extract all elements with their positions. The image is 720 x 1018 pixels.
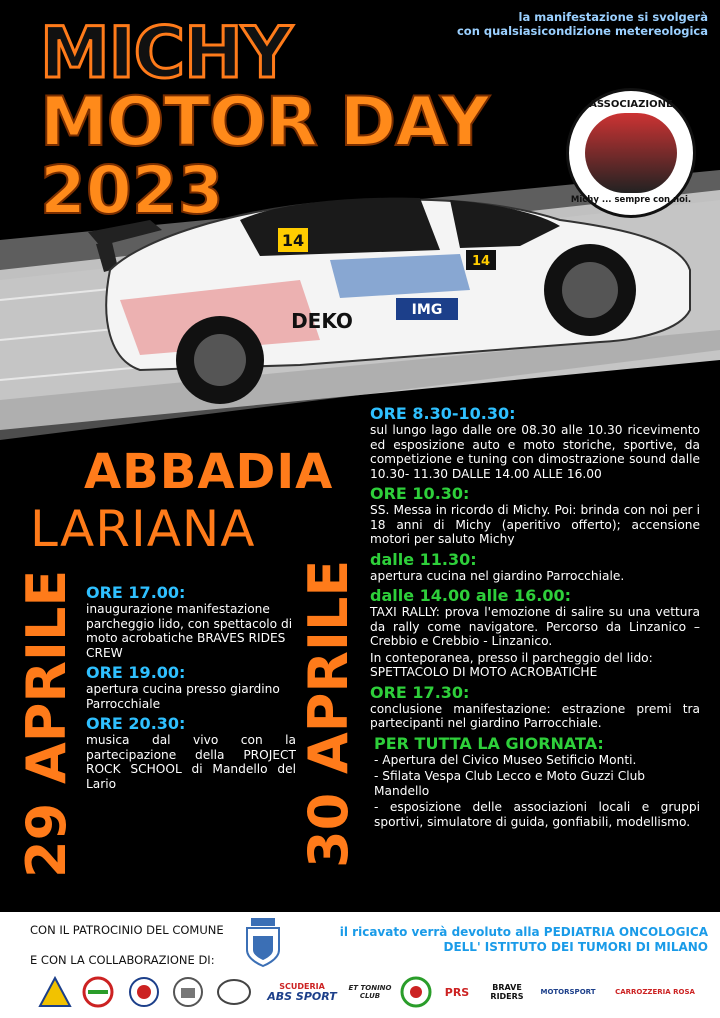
event-time: ORE 8.30-10.30:: [370, 404, 516, 423]
ricavato-line2: DELL' ISTITUTO DEI TUMORI DI MILANO: [443, 940, 708, 954]
event-time: dalle 14.00 alle 16.00:: [370, 586, 572, 605]
event-text: TAXI RALLY: prova l'emozione di salire su una vettura da rally come navigatore. Percorso da Linzanico – Crebbio e Crebbio - Linzanico.: [370, 605, 700, 648]
car-number: 14: [281, 231, 305, 250]
location-line1: ABBADIA: [84, 444, 334, 500]
badge-bottom-text: Michy ... sempre con noi.: [570, 195, 692, 205]
event-text: apertura cucina presso giardino Parrocchiale: [86, 682, 280, 711]
comune-crest-icon: [243, 916, 283, 968]
weather-note: [388, 10, 708, 38]
sponsor-brave: BRAVE RIDERS: [490, 983, 524, 1001]
sponsor-abs: ABS SPORT: [267, 990, 337, 1003]
event-time: dalle 11.30:: [370, 549, 477, 569]
day1-event: [86, 663, 296, 711]
event-text: apertura cucina nel giardino Parrocchiale.: [370, 568, 625, 583]
event-text: musica dal vivo con la partecipazione della PROJECT ROCK SCHOOL di Mandello del Lario: [86, 733, 296, 791]
sponsor-scuderia-top: SCUDERIA: [279, 982, 325, 991]
event-text-2: In conteporanea, presso il parcheggio del lido: SPETTACOLO DI MOTO ACROBATICHE: [370, 650, 653, 679]
car-sponsor2: IMG: [411, 302, 443, 318]
event-text: inaugurazione manifestazione parcheggio lido, con spettacolo di moto acrobatiche BRAVES RIDES CREW: [86, 602, 293, 660]
day1-event: [86, 714, 296, 791]
event-time: ORE 10.30:: [370, 484, 470, 503]
car-number-side: 14: [471, 254, 491, 269]
rally-car-image: [0, 180, 720, 430]
all-day-item: - esposizione delle associazioni locali e gruppi sportivi, simulatore di guida, gonfiabili, modellismo.: [374, 800, 700, 829]
patrocinio-label: CON IL PATROCINIO DEL COMUNE: [30, 923, 224, 937]
sponsor-logo-icon: [82, 976, 114, 1008]
event-time: ORE 19.00:: [86, 663, 186, 682]
event-text: sul lungo lago dalle ore 08.30 alle 10.30 ricevimento ed esposizione auto e moto storiche, sportive, da competizione e tuning con dimostrazione sound dalle 10.30- 11.30 DALLE 14.00 ALLE 16.00: [370, 423, 700, 481]
sponsor-scuderia: [262, 976, 342, 1008]
event-time: ORE 20.30:: [86, 714, 186, 733]
footer: [0, 912, 720, 1018]
sponsor-logo-icon: [128, 976, 160, 1008]
title-line2: MOTOR DAY: [40, 83, 489, 162]
sponsor-logo-icon: [216, 978, 252, 1006]
ricavato-note: [300, 925, 708, 955]
day2-event: [370, 586, 700, 680]
sponsor-et: ET TONINO CLUB: [348, 984, 392, 1000]
ricavato-line1: il ricavato verrà devoluto alla PEDIATRIA ONCOLOGICA: [339, 925, 708, 939]
sponsor-prs: PRS: [444, 985, 470, 999]
weather-note-line2: con qualsiasicondizione metereologica: [456, 24, 708, 38]
sponsor-carrozzeria: CARROZZERIA ROSA: [615, 988, 695, 996]
association-badge: [566, 88, 696, 218]
sponsor-logos: [34, 972, 714, 1012]
day2-event: [370, 550, 700, 584]
all-day-title: PER TUTTA LA GIORNATA:: [374, 733, 604, 753]
day1-date: 29 APRILE: [15, 569, 78, 878]
badge-photo: [585, 113, 677, 193]
location-line2: LARIANA: [30, 500, 256, 558]
all-day-item: - Apertura del Civico Museo Setificio Monti.: [374, 752, 637, 767]
event-text: SS. Messa in ricordo di Michy. Poi: brinda con noi per i 18 anni di Michy (aperitivo offerto); accensione motori per saluto Michy: [370, 503, 700, 546]
title-year: 2023: [40, 152, 224, 229]
all-day-item: - Sfilata Vespa Club Lecco e Moto Guzzi Club Mandello: [374, 769, 646, 798]
badge-top-text: ASSOCIAZIONE: [589, 99, 673, 110]
day1-event: [86, 583, 296, 660]
day2-event: [370, 404, 700, 481]
event-text: conclusione manifestazione: estrazione premi tra partecipanti nel giardino Parrocchiale.: [370, 701, 700, 730]
weather-note-line1: la manifestazione si svolgerà: [518, 10, 708, 24]
day2-event: [370, 683, 700, 731]
day1-schedule: [86, 583, 296, 794]
event-time: ORE 17.00:: [86, 583, 186, 602]
sponsor-logo-icon: [172, 976, 204, 1008]
collaborazione-label: E CON LA COLLABORAZIONE DI:: [30, 953, 215, 967]
sponsor-logo-icon: [38, 976, 72, 1008]
day2-date: 30 APRILE: [297, 559, 360, 868]
car-sponsor: DEKO: [291, 309, 353, 333]
title-line1: MICHY: [40, 12, 292, 94]
sponsor-motorsport: MOTORSPORT: [540, 988, 596, 996]
day2-event: [370, 484, 700, 547]
day2-schedule: [370, 404, 700, 832]
event-time: ORE 17.30:: [370, 682, 470, 702]
sponsor-logo-icon: [400, 976, 432, 1008]
all-day-section: [370, 734, 700, 830]
